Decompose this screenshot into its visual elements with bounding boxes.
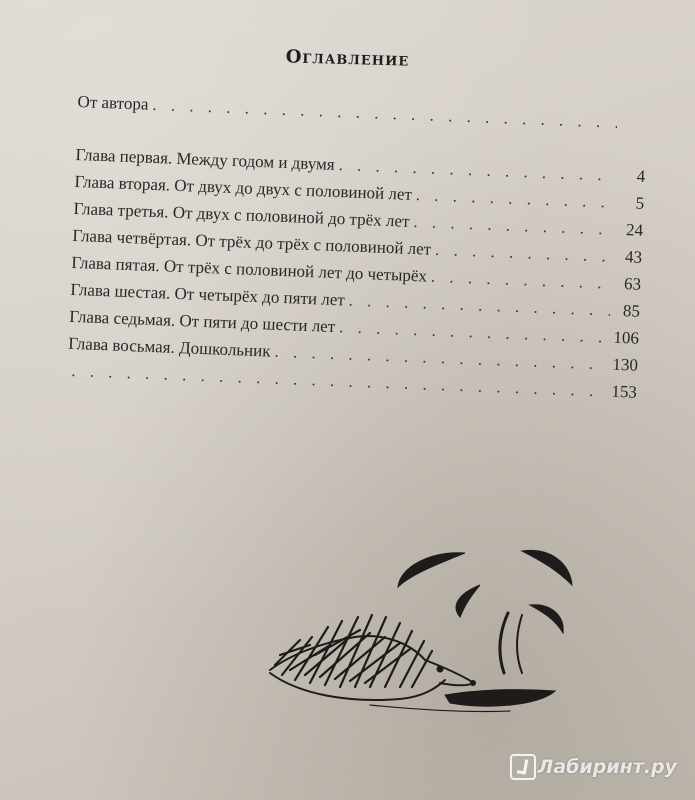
watermark-text: Лабиринт.ру <box>537 756 677 778</box>
toc-entry-label: Глава пятая. От трёх с половиной лет до четырёх <box>71 252 428 286</box>
toc-entry-label: Глава вторая. От двух до двух с половиной лет <box>74 171 413 204</box>
labirint-logo-icon <box>510 754 536 780</box>
leader-dots <box>152 95 618 133</box>
toc-entry-label: Глава третья. От двух с половиной до трёх лет <box>73 198 410 231</box>
table-of-contents <box>67 92 648 410</box>
toc-entry-label: Глава четвёртая. От трёх до трёх с половиной лет <box>72 225 432 259</box>
toc-page-number: 24 <box>625 220 644 240</box>
toc-page-number: 43 <box>624 247 643 267</box>
toc-page-number: 85 <box>622 301 641 321</box>
hedgehog-illustration <box>260 545 590 745</box>
toc-entry-label: Глава восьмая. Дошкольник <box>67 333 271 361</box>
toc-page-number <box>621 128 647 129</box>
toc-entry-label: От автора <box>77 92 149 114</box>
toc-page-number: 106 <box>613 327 640 348</box>
toc-page-number: 63 <box>623 274 642 294</box>
toc-page-number: 5 <box>635 193 645 213</box>
toc-page-number: 130 <box>612 354 639 375</box>
toc-entry-label: Глава седьмая. От пяти до шести лет <box>69 306 336 337</box>
page-title: Оглавление <box>285 46 410 71</box>
toc-page-number: 153 <box>611 381 638 402</box>
toc-row <box>77 92 648 141</box>
toc-entry-label: Глава шестая. От четырёх до пяти лет <box>70 279 346 310</box>
toc-entry-label: Глава первая. Между годом и двумя <box>75 144 336 174</box>
labirint-watermark <box>510 754 677 780</box>
leader-dots <box>338 155 615 186</box>
toc-page-number: 4 <box>636 166 646 186</box>
